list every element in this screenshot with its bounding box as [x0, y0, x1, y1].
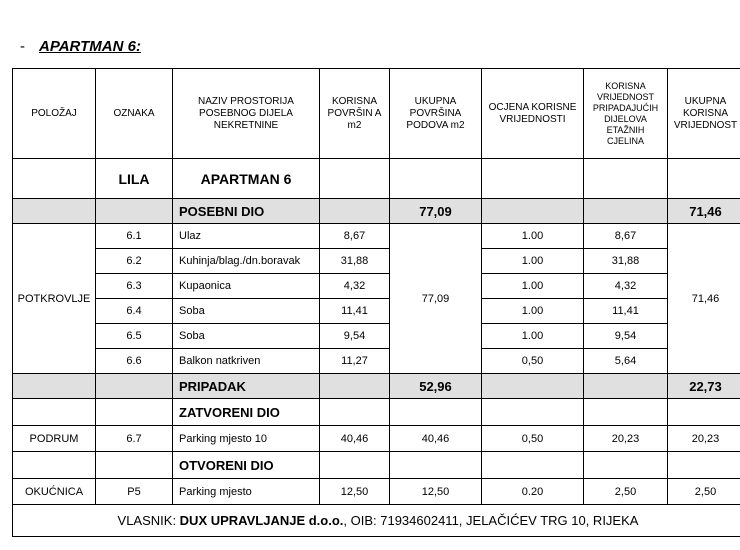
- item-vrijednost: 31,88: [584, 249, 668, 274]
- item-vrijednost: 8,67: [584, 224, 668, 249]
- pripadak-ukupna-vrijednost: 22,73: [668, 374, 740, 399]
- item-korisna: 11,41: [320, 299, 390, 324]
- item-vrijednost: 9,54: [584, 324, 668, 349]
- col-header-oznaka: OZNAKA: [96, 69, 173, 159]
- item-ocjena: 1.00: [482, 299, 584, 324]
- heading-dash: -: [20, 38, 25, 55]
- okucnica-korisna: 12,50: [320, 479, 390, 505]
- table-row: [13, 249, 740, 274]
- col-header-polozaj: POLOŽAJ: [13, 69, 96, 159]
- item-ocjena: 1.00: [482, 274, 584, 299]
- item-naziv: Kupaonica: [173, 274, 320, 299]
- posebni-dio-ukupna-vrijednost: 71,46: [668, 199, 740, 224]
- item-vrijednost: 4,32: [584, 274, 668, 299]
- item-naziv: Soba: [173, 324, 320, 349]
- apartment-name: APARTMAN 6: [173, 159, 320, 199]
- posebni-dio-label: POSEBNI DIO: [173, 199, 320, 224]
- okucnica-label: OKUĆNICA: [13, 479, 96, 505]
- okucnica-ocjena: 0.20: [482, 479, 584, 505]
- zatvoreni-dio-label: ZATVORENI DIO: [173, 399, 320, 426]
- podrum-vrijednost: 20,23: [584, 426, 668, 452]
- okucnica-naziv: Parking mjesto: [173, 479, 320, 505]
- okucnica-oznaka: P5: [96, 479, 173, 505]
- okucnica-row: [13, 479, 740, 505]
- item-korisna: 8,67: [320, 224, 390, 249]
- zatvoreni-dio-row: [13, 399, 740, 426]
- owner-name: DUX UPRAVLJANJE d.o.o.: [179, 513, 344, 528]
- item-ocjena: 1.00: [482, 324, 584, 349]
- podrum-naziv: Parking mjesto 10: [173, 426, 320, 452]
- header-row: [13, 69, 740, 159]
- col-header-ukupna: UKUPNA POVRŠINA PODOVA m2: [390, 69, 482, 159]
- okucnica-ukupna: 12,50: [390, 479, 482, 505]
- potkrovlje-label: POTKROVLJE: [13, 224, 96, 374]
- otvoreni-dio-row: [13, 452, 740, 479]
- item-oznaka: 6.4: [96, 299, 173, 324]
- okucnica-vrijednost: 2,50: [584, 479, 668, 505]
- item-vrijednost: 5,64: [584, 349, 668, 374]
- posebni-dio-row: [13, 199, 740, 224]
- item-oznaka: 6.3: [96, 274, 173, 299]
- pripadak-row: [13, 374, 740, 399]
- item-oznaka: 6.2: [96, 249, 173, 274]
- potkrovlje-ukupna: 77,09: [390, 224, 482, 374]
- podrum-korisna: 40,46: [320, 426, 390, 452]
- pripadak-label: PRIPADAK: [173, 374, 320, 399]
- item-korisna: 4,32: [320, 274, 390, 299]
- item-naziv: Ulaz: [173, 224, 320, 249]
- item-oznaka: 6.1: [96, 224, 173, 249]
- podrum-oznaka: 6.7: [96, 426, 173, 452]
- table-row: [13, 349, 740, 374]
- col-header-korisna-vrijednost: KORISNA VRIJEDNOST PRIPADAJUĆIH DIJELOVA ETAŽNIH CJELINA: [584, 69, 668, 159]
- section-heading: [20, 38, 141, 55]
- col-header-ukupna-vrijednost: UKUPNA KORISNA VRIJEDNOST: [668, 69, 740, 159]
- owner-row: [13, 505, 740, 537]
- otvoreni-dio-label: OTVORENI DIO: [173, 452, 320, 479]
- item-ocjena: 0,50: [482, 349, 584, 374]
- item-oznaka: 6.6: [96, 349, 173, 374]
- podrum-ocjena: 0,50: [482, 426, 584, 452]
- col-header-naziv: NAZIV PROSTORIJA POSEBNOG DIJELA NEKRETNINE: [173, 69, 320, 159]
- apartment-table: [12, 68, 740, 537]
- posebni-dio-ukupna: 77,09: [390, 199, 482, 224]
- potkrovlje-ukupna-vrijednost: 71,46: [668, 224, 740, 374]
- podrum-label: PODRUM: [13, 426, 96, 452]
- item-korisna: 11,27: [320, 349, 390, 374]
- table-row: [13, 224, 740, 249]
- item-naziv: Kuhinja/blag./dn.boravak: [173, 249, 320, 274]
- item-ocjena: 1.00: [482, 224, 584, 249]
- owner-cell: [13, 505, 740, 537]
- item-korisna: 31,88: [320, 249, 390, 274]
- col-header-korisna: KORISNA POVRŠIN A m2: [320, 69, 390, 159]
- item-ocjena: 1.00: [482, 249, 584, 274]
- item-naziv: Soba: [173, 299, 320, 324]
- owner-details: , OIB: 71934602411, JELAČIĆEV TRG 10, RIJEKA: [343, 513, 639, 528]
- table-row: [13, 299, 740, 324]
- okucnica-ukupna-vrijednost: 2,50: [668, 479, 740, 505]
- pripadak-ukupna: 52,96: [390, 374, 482, 399]
- table-row: [13, 324, 740, 349]
- owner-prefix: VLASNIK:: [117, 513, 180, 528]
- item-vrijednost: 11,41: [584, 299, 668, 324]
- lila-label: LILA: [96, 159, 173, 199]
- item-oznaka: 6.5: [96, 324, 173, 349]
- item-naziv: Balkon natkriven: [173, 349, 320, 374]
- podrum-row: [13, 426, 740, 452]
- podrum-ukupna: 40,46: [390, 426, 482, 452]
- col-header-ocjena: OCJENA KORISNE VRIJEDNOSTI: [482, 69, 584, 159]
- item-korisna: 9,54: [320, 324, 390, 349]
- heading-title: APARTMAN 6:: [39, 38, 141, 55]
- podrum-ukupna-vrijednost: 20,23: [668, 426, 740, 452]
- table-row: [13, 274, 740, 299]
- apartment-name-row: [13, 159, 740, 199]
